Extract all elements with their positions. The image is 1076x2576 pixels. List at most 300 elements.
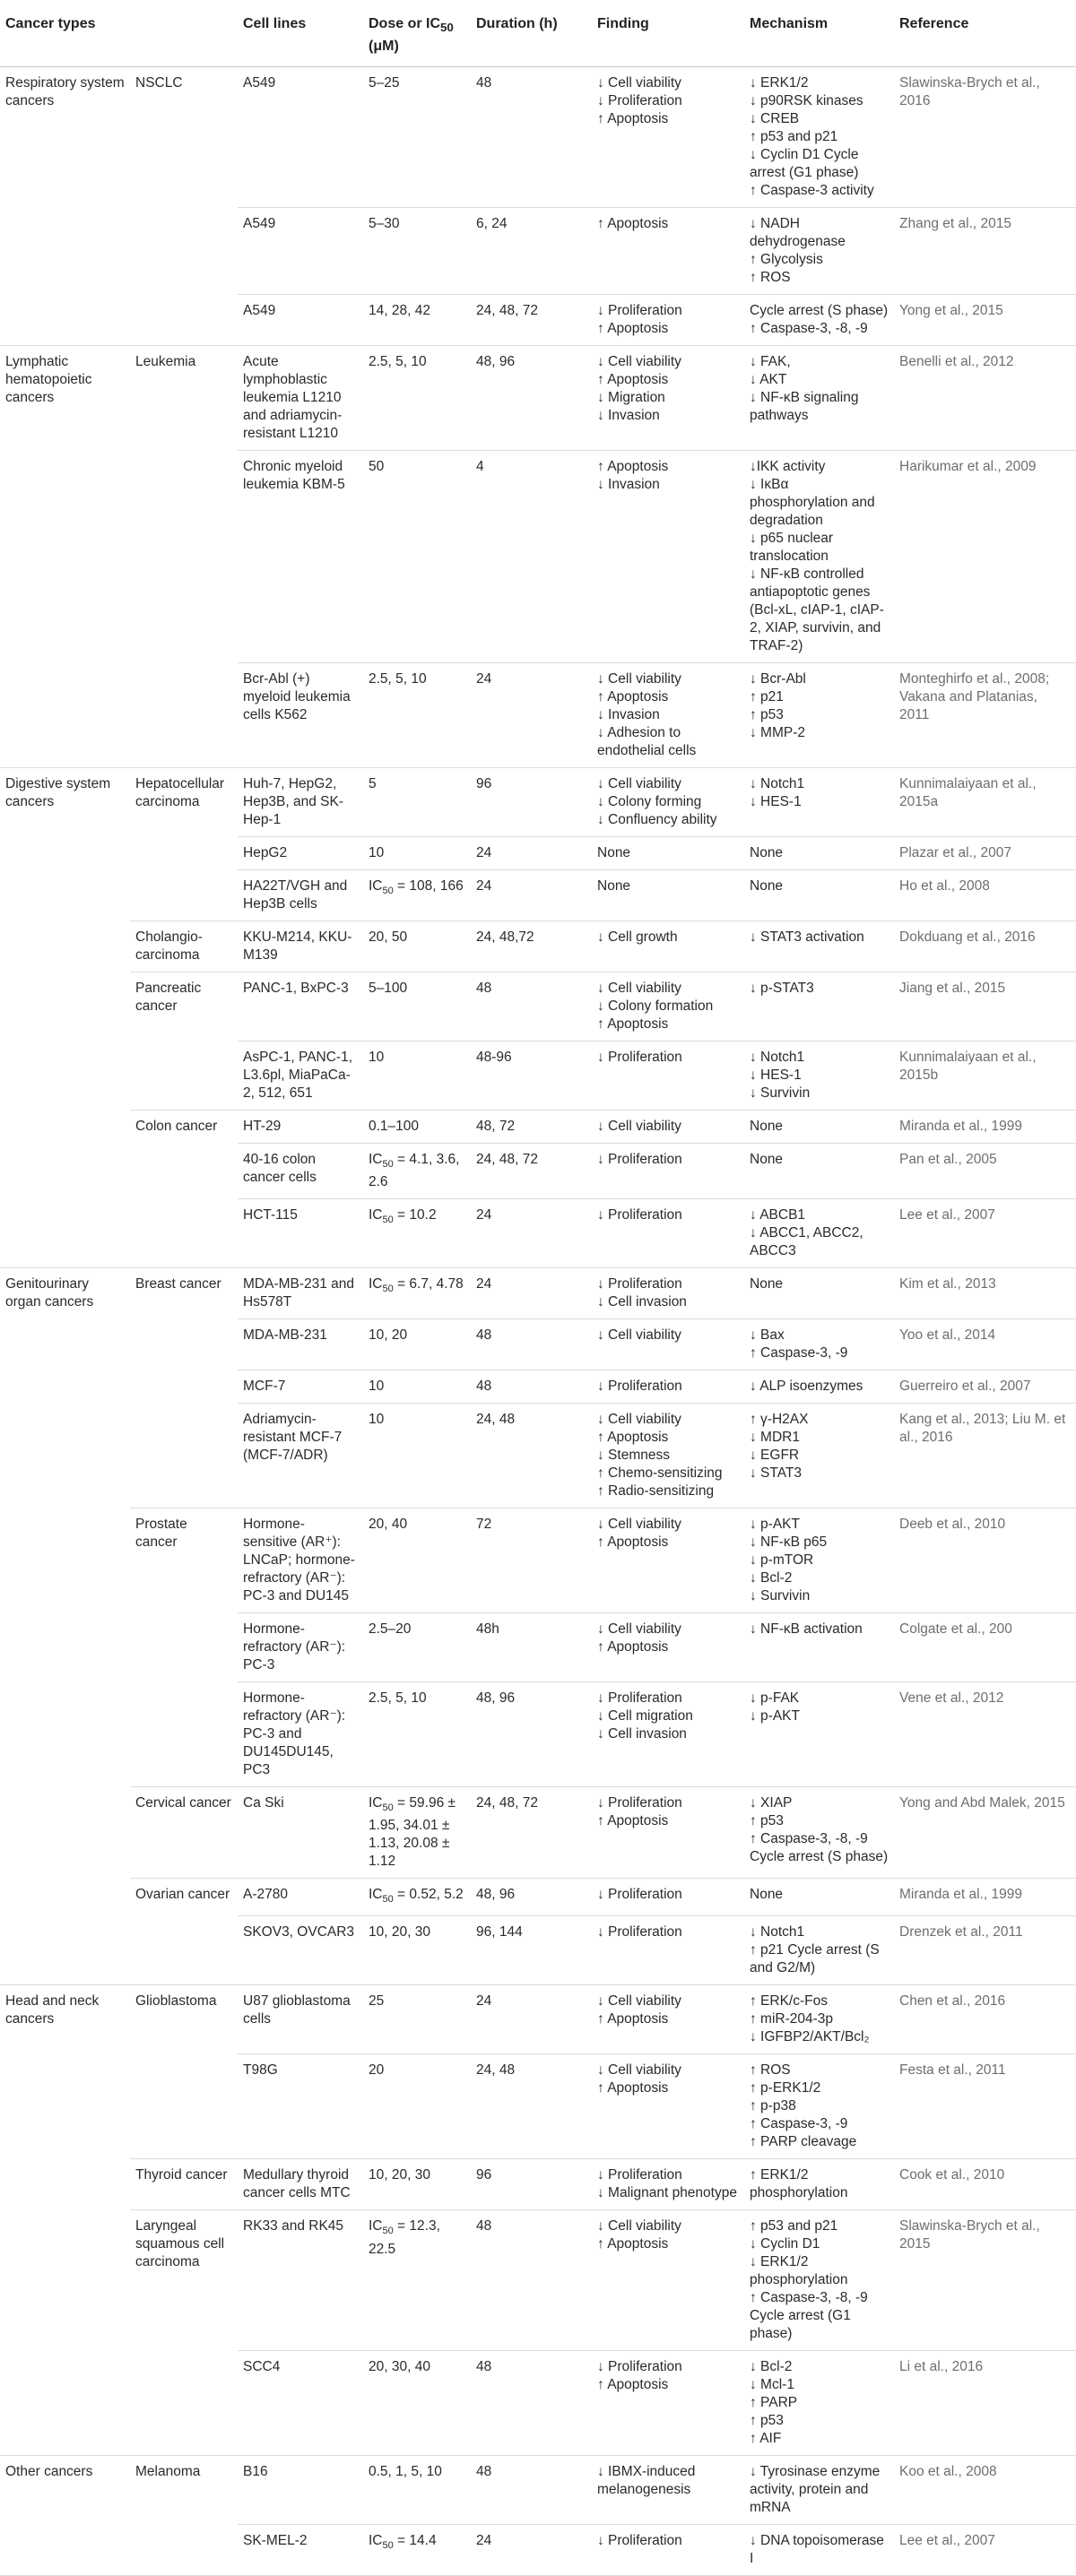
cancer-type-cell (0, 1404, 130, 1508)
duration-cell: 24 (471, 837, 592, 870)
cancer-type-cell: Digestive system cancers (5, 776, 111, 810)
reference-cell: Miranda et al., 1999 (894, 1879, 1076, 1916)
finding-cell-item: ↑ Apoptosis (597, 321, 669, 337)
mechanism-cell-item: ↑ γ-H2AX (750, 1412, 809, 1428)
mechanism-cell-item: ↓ NADH dehydrogenase (750, 216, 846, 250)
finding-cell-item: ↓ Proliferation (597, 93, 682, 109)
cancer-type-cell (0, 2054, 130, 2159)
dose-cell: 10, 20, 30 (363, 1916, 471, 1985)
mechanism-cell-item: None (750, 845, 784, 861)
finding-cell-item: ↑ Apoptosis (597, 111, 669, 127)
dose-header-prefix: Dose or IC (369, 16, 441, 31)
mechanism-cell (744, 1144, 894, 1199)
cell-lines-cell: SK-MEL-2 (238, 2525, 363, 2576)
reference-cell: Cook et al., 2010 (894, 2159, 1076, 2210)
dose-cell: $IC_{50} = 12.3$, 22.5 (363, 2210, 471, 2351)
finding-cell (592, 1268, 744, 1319)
finding-cell-item: ↓ Confluency ability (597, 812, 717, 828)
duration-cell: 48 (471, 2210, 592, 2351)
finding-cell (592, 1042, 744, 1111)
reference-cell: Festa et al., 2011 (894, 2054, 1076, 2159)
mechanism-cell (744, 1916, 894, 1985)
mechanism-cell-item: ↓ Mcl-1 (750, 2377, 794, 2393)
mechanism-cell-item: ↑ p53 (750, 1813, 784, 1829)
mechanism-cell-item: ↓ STAT3 (750, 1465, 802, 1482)
finding-cell-item: None (597, 878, 631, 895)
cancer-type-cell (0, 295, 130, 346)
dose-cell: 20, 30, 40 (363, 2351, 471, 2456)
subtype-cell (130, 1199, 238, 1268)
finding-cell-item: ↓ Adhesion to endothelial cells (597, 725, 697, 759)
table-row (0, 2054, 1076, 2159)
duration-cell: 4 (471, 451, 592, 663)
mechanism-cell (744, 451, 894, 663)
duration-cell: 96 (471, 768, 592, 837)
table-row (0, 1787, 1076, 1879)
finding-cell (592, 2525, 744, 2576)
mechanism-cell-item: ↑ ERK1/2 phosphorylation (750, 2167, 848, 2201)
reference-cell: Li et al., 2016 (894, 2351, 1076, 2456)
mechanism-cell (744, 1613, 894, 1682)
subtype-cell (130, 2351, 238, 2456)
reference-cell: Slawinska-Brych et al., 2016 (894, 67, 1076, 208)
finding-cell-item: ↓ Cell viability (597, 1327, 681, 1344)
subtype-cell (130, 2054, 238, 2159)
finding-cell (592, 1613, 744, 1682)
mechanism-cell-item: ↑ p21 (750, 689, 784, 705)
cancer-type-cell (0, 208, 130, 295)
mechanism-cell-item: ↓ XIAP (750, 1795, 793, 1811)
cell-lines-cell: MDA-MB-231 (238, 1319, 363, 1370)
reference-cell: Deeb et al., 2010 (894, 1508, 1076, 1613)
finding-cell (592, 1144, 744, 1199)
mechanism-cell-item: ↑ PARP cleavage (750, 2134, 857, 2150)
mechanism-cell-item: ↓ MDR1 (750, 1430, 800, 1446)
finding-cell-item: ↓ Cell migration (597, 1708, 693, 1725)
finding-cell-item: ↓ Cell viability (597, 1412, 681, 1428)
mechanism-cell-item: ↓ Notch1 (750, 776, 805, 792)
mechanism-cell (744, 1787, 894, 1879)
mechanism-cell (744, 1042, 894, 1111)
cancer-type-cell (0, 1508, 130, 1613)
finding-cell (592, 972, 744, 1042)
subtype-cell: Breast cancer (135, 1276, 221, 1292)
finding-cell-item: ↓ Proliferation (597, 2359, 682, 2375)
mechanism-cell-item: ↓ p-FAK (750, 1690, 800, 1707)
finding-cell-item: ↓ Cell viability (597, 354, 681, 370)
table-row (0, 208, 1076, 295)
dose-cell: $IC_{50} = 4.1$, 3.6, 2.6 (363, 1144, 471, 1199)
cell-lines-cell: A-2780 (238, 1879, 363, 1916)
finding-cell (592, 663, 744, 768)
mechanism-cell (744, 768, 894, 837)
dose-cell: 10 (363, 837, 471, 870)
reference-cell: Monteghirfo et al., 2008; Vakana and Platanias, 2011 (894, 663, 1076, 768)
cell-lines-cell: Acute lymphoblastic leukemia L1210 and adriamycin-resistant L1210 (238, 346, 363, 451)
cancer-type-cell (0, 663, 130, 768)
subtype-cell (130, 208, 238, 295)
table-row (0, 2351, 1076, 2456)
duration-cell: 48, 96 (471, 1682, 592, 1787)
cancer-type-cell: Other cancers (5, 2464, 93, 2480)
mechanism-cell-item: ↑ p21 Cycle arrest (S and G2/M) (750, 1942, 880, 1976)
finding-cell-item: ↓ Stemness (597, 1448, 670, 1464)
table-row (0, 1199, 1076, 1268)
col-dose (363, 0, 471, 67)
reference-cell: Lee et al., 2007 (894, 1199, 1076, 1268)
cell-lines-cell: Huh-7, HepG2, Hep3B, and SK-Hep-1 (238, 768, 363, 837)
mechanism-cell-item: ↑ ERK/c-Fos (750, 1993, 828, 2010)
table-row (0, 1682, 1076, 1787)
duration-cell: 96 (471, 2159, 592, 2210)
duration-cell: 72 (471, 1508, 592, 1613)
cancer-type-cell (0, 1199, 130, 1268)
cancer-type-cell: Respiratory system cancers (5, 75, 125, 109)
dose-cell: 20, 50 (363, 921, 471, 972)
col-cell-lines: Cell lines (238, 0, 363, 67)
reference-cell: Yong et al., 2015 (894, 295, 1076, 346)
mechanism-cell-item: ↓ HES-1 (750, 794, 802, 810)
dose-cell: $IC_{50} = 0.52$, 5.2 (363, 1879, 471, 1916)
duration-cell: 48, 72 (471, 1111, 592, 1144)
duration-cell: 24 (471, 663, 592, 768)
cancer-type-cell (0, 2351, 130, 2456)
finding-cell (592, 1508, 744, 1613)
reference-cell: Zhang et al., 2015 (894, 208, 1076, 295)
cell-lines-cell: HA22T/VGH and Hep3B cells (238, 870, 363, 921)
duration-cell: 48 (471, 2456, 592, 2525)
table-row (0, 451, 1076, 663)
mechanism-cell-item: ↑ p-p38 (750, 2098, 796, 2114)
finding-cell (592, 1879, 744, 1916)
reference-cell: Drenzek et al., 2011 (894, 1916, 1076, 1985)
finding-cell-item: ↓ Proliferation (597, 1887, 682, 1903)
table-row (0, 1916, 1076, 1985)
reference-cell: Benelli et al., 2012 (894, 346, 1076, 451)
table-row (0, 1404, 1076, 1508)
dose-cell: 2.5, 5, 10 (363, 1682, 471, 1787)
finding-cell-item: ↑ Apoptosis (597, 2080, 669, 2096)
mechanism-cell-item: Cycle arrest (S phase) (750, 303, 889, 319)
finding-cell (592, 768, 744, 837)
table-row (0, 1613, 1076, 1682)
finding-cell-item: ↑ Apoptosis (597, 1430, 669, 1446)
subtype-cell (130, 837, 238, 870)
duration-cell: 48 (471, 2351, 592, 2456)
duration-cell: 24, 48,72 (471, 921, 592, 972)
cancer-type-cell (0, 921, 130, 972)
subtype-cell (130, 1682, 238, 1787)
cell-lines-cell: Chronic myeloid leukemia KBM-5 (238, 451, 363, 663)
cell-lines-cell: B16 (238, 2456, 363, 2525)
col-reference: Reference (894, 0, 1076, 67)
mechanism-cell-item: ↑ Glycolysis (750, 252, 823, 268)
mechanism-cell-item: ↓ ERK1/2 phosphorylation (750, 2254, 848, 2288)
finding-cell-item: ↓ Proliferation (597, 1152, 682, 1168)
mechanism-cell-item: ↓ ALP isoenzymes (750, 1379, 863, 1395)
finding-cell-item: ↓ Invasion (597, 477, 660, 493)
duration-cell: 24, 48, 72 (471, 1144, 592, 1199)
duration-cell: 48-96 (471, 1042, 592, 1111)
finding-cell-item: ↑ Chemo-sensitizing (597, 1465, 723, 1482)
dose-cell: 2.5, 5, 10 (363, 346, 471, 451)
finding-cell-item: ↓ Cell invasion (597, 1726, 687, 1742)
finding-cell (592, 2210, 744, 2351)
finding-cell (592, 451, 744, 663)
finding-cell-item: ↓ Proliferation (597, 1924, 682, 1941)
finding-cell-item: ↓ Cell viability (597, 2062, 681, 2079)
mechanism-cell-item: ↓ NF-κB p65 (750, 1534, 828, 1551)
dose-cell: 10, 20 (363, 1319, 471, 1370)
subtype-cell: Cervical cancer (130, 1787, 238, 1879)
cell-lines-cell: 40-16 colon cancer cells (238, 1144, 363, 1199)
mechanism-cell (744, 2525, 894, 2576)
mechanism-cell (744, 663, 894, 768)
subtype-cell (130, 1319, 238, 1370)
finding-cell-item: ↓ Cell invasion (597, 1294, 687, 1310)
cancer-type-cell (0, 1111, 130, 1144)
cancer-type-cell (0, 2525, 130, 2576)
mechanism-cell-item: ↓ DNA topoisomerase I (750, 2533, 884, 2567)
table-row (0, 1319, 1076, 1370)
table-row (0, 1268, 1076, 1319)
finding-cell-item: ↓ Proliferation (597, 1690, 682, 1707)
finding-cell-item: ↓ Cell viability (597, 2218, 681, 2235)
dose-cell: 10, 20, 30 (363, 2159, 471, 2210)
mechanism-cell-item: ↑ p-ERK1/2 (750, 2080, 821, 2096)
finding-cell-item: ↓ Proliferation (597, 2533, 682, 2549)
table-row (0, 1042, 1076, 1111)
table-row (0, 2456, 1076, 2525)
finding-cell-item: ↑ Apoptosis (597, 2011, 669, 2027)
finding-cell (592, 2456, 744, 2525)
finding-cell-item: ↑ Apoptosis (597, 2236, 669, 2252)
subtype-cell: Thyroid cancer (130, 2159, 238, 2210)
finding-cell-item: ↓ Cell viability (597, 776, 681, 792)
subtype-cell (130, 295, 238, 346)
finding-cell-item: ↓ Invasion (597, 408, 660, 424)
dose-cell: 10 (363, 1042, 471, 1111)
table-row (0, 1111, 1076, 1144)
mechanism-cell-item: ↑ p53 (750, 707, 784, 723)
mechanism-cell (744, 67, 894, 208)
finding-cell (592, 1370, 744, 1404)
mechanism-cell-item: ↓ Survivin (750, 1588, 811, 1604)
cell-lines-cell: Hormone-sensitive (AR⁺): LNCaP; hormone-refractory (AR⁻): PC-3 and DU145 (238, 1508, 363, 1613)
duration-cell: 6, 24 (471, 208, 592, 295)
table-row (0, 837, 1076, 870)
dose-cell: 20 (363, 2054, 471, 2159)
mechanism-cell (744, 1268, 894, 1319)
mechanism-cell-item: None (750, 1119, 784, 1135)
mechanism-cell-item: None (750, 1152, 784, 1168)
table-row (0, 921, 1076, 972)
mechanism-cell (744, 2456, 894, 2525)
subtype-cell: Glioblastoma (135, 1993, 217, 2010)
cancer-type-cell (0, 837, 130, 870)
cell-lines-cell: A549 (238, 295, 363, 346)
table-row (0, 768, 1076, 837)
mechanism-cell-item: ↓ ABCB1 (750, 1207, 806, 1223)
cell-lines-cell: A549 (238, 67, 363, 208)
mechanism-cell-item: ↓ Cyclin D1 Cycle arrest (G1 phase) (750, 147, 859, 181)
table-row (0, 346, 1076, 451)
finding-cell-item: ↑ Apoptosis (597, 1534, 669, 1551)
finding-cell-item: ↑ Radio-sensitizing (597, 1483, 715, 1500)
cancer-type-cell: Head and neck cancers (5, 1993, 100, 2027)
table-row (0, 972, 1076, 1042)
mechanism-cell-item: ↓ Survivin (750, 1085, 811, 1102)
dose-cell: 25 (363, 1985, 471, 2054)
subtype-cell (130, 1042, 238, 1111)
table-row (0, 2159, 1076, 2210)
mechanism-cell (744, 1682, 894, 1787)
duration-cell: 24, 48 (471, 1404, 592, 1508)
mechanism-cell-item: ↓ NF-κB controlled antiapoptotic genes (Bcl-xL, cIAP-1, cIAP-2, XIAP, survivin, and TRAF-2) (750, 566, 884, 654)
dose-cell: 14, 28, 42 (363, 295, 471, 346)
mechanism-cell-item: ↓ p90RSK kinases (750, 93, 863, 109)
col-mechanism: Mechanism (744, 0, 894, 67)
finding-cell-item: ↓ Migration (597, 390, 665, 406)
cell-lines-cell: Adriamycin-resistant MCF-7 (MCF-7/ADR) (238, 1404, 363, 1508)
cancer-type-cell: Genitourinary organ cancers (5, 1276, 94, 1310)
mechanism-cell (744, 1199, 894, 1268)
reference-cell: Harikumar et al., 2009 (894, 451, 1076, 663)
finding-cell-item: ↑ Apoptosis (597, 1639, 669, 1655)
duration-cell: 48h (471, 1613, 592, 1682)
reference-cell: Yoo et al., 2014 (894, 1319, 1076, 1370)
mechanism-cell-item: ↑ PARP (750, 2395, 798, 2411)
finding-cell-item: ↓ IBMX-induced melanogenesis (597, 2464, 696, 2498)
cancer-type-cell (0, 1042, 130, 1111)
mechanism-cell-item: ↑ p53 and p21 (750, 2218, 838, 2235)
table-row (0, 2210, 1076, 2351)
mechanism-cell-item: ↓ p-mTOR (750, 1552, 814, 1569)
finding-cell-item: ↓ Cell viability (597, 75, 681, 91)
finding-cell-item: ↓ Invasion (597, 707, 660, 723)
table-row (0, 1508, 1076, 1613)
col-finding: Finding (592, 0, 744, 67)
reference-cell: Pan et al., 2005 (894, 1144, 1076, 1199)
mechanism-cell-item: ↓ ABCC1, ABCC2, ABCC3 (750, 1225, 863, 1259)
cancer-type-cell (0, 1613, 130, 1682)
reference-cell: Colgate et al., 200 (894, 1613, 1076, 1682)
mechanism-cell (744, 921, 894, 972)
finding-cell (592, 1985, 744, 2054)
mechanism-cell-item: ↑ Caspase-3 activity (750, 183, 874, 199)
cancer-type-cell: Lymphatic hematopoietic cancers (5, 354, 92, 406)
cancer-type-cell (0, 2159, 130, 2210)
duration-cell: 48 (471, 1319, 592, 1370)
dose-cell: $IC_{50} = 6.7$, 4.78 (363, 1268, 471, 1319)
table-row (0, 1144, 1076, 1199)
mechanism-cell-item: ↑ Caspase-3, -8, -9 Cycle arrest (G1 phase) (750, 2290, 868, 2342)
mechanism-cell-item: ↓ Notch1 (750, 1924, 805, 1941)
subtype-cell (130, 2525, 238, 2576)
finding-cell (592, 1111, 744, 1144)
mechanism-cell-item: ↓ NF-κB signaling pathways (750, 390, 859, 424)
table-row (0, 663, 1076, 768)
finding-cell-item: ↓ Colony forming (597, 794, 702, 810)
dose-cell: $IC_{50} = 14.4$ (363, 2525, 471, 2576)
finding-cell (592, 2054, 744, 2159)
mechanism-cell-item: ↓ Bcl-2 (750, 2359, 793, 2375)
subtype-cell (130, 1916, 238, 1985)
duration-cell: 24, 48, 72 (471, 295, 592, 346)
dose-cell: 50 (363, 451, 471, 663)
mechanism-cell (744, 2054, 894, 2159)
finding-cell (592, 921, 744, 972)
finding-cell (592, 67, 744, 208)
mechanism-cell-item: ↑ Caspase-3, -8, -9 (750, 321, 868, 337)
finding-cell (592, 1916, 744, 1985)
mechanism-cell-item: ↓ p-AKT (750, 1517, 800, 1533)
table-row (0, 67, 1076, 208)
duration-cell: 24, 48, 72 (471, 1787, 592, 1879)
table-row (0, 1879, 1076, 1916)
subtype-cell (130, 1144, 238, 1199)
finding-cell-item: ↓ Proliferation (597, 1050, 682, 1066)
mechanism-cell (744, 2351, 894, 2456)
table-row (0, 870, 1076, 921)
mechanism-cell-item: ↓ AKT (750, 372, 787, 388)
table-row (0, 1985, 1076, 2054)
subtype-cell (130, 663, 238, 768)
cancer-type-cell (0, 1787, 130, 1879)
finding-cell-item: ↓ Cell viability (597, 671, 681, 687)
dose-cell: 10 (363, 1370, 471, 1404)
cancer-type-cell (0, 870, 130, 921)
subtype-cell: Laryngeal squamous cell carcinoma (135, 2218, 225, 2270)
cancer-type-cell (0, 1370, 130, 1404)
cell-lines-cell: PANC-1, BxPC-3 (238, 972, 363, 1042)
cancer-type-cell (0, 1144, 130, 1199)
finding-cell-item: ↑ Apoptosis (597, 1016, 669, 1033)
mechanism-cell (744, 837, 894, 870)
reference-cell: Kang et al., 2013; Liu M. et al., 2016 (894, 1404, 1076, 1508)
reference-cell: Guerreiro et al., 2007 (894, 1370, 1076, 1404)
col-cancer-types: Cancer types (0, 0, 130, 67)
dose-cell: 5–100 (363, 972, 471, 1042)
cell-lines-cell: RK33 and RK45 (238, 2210, 363, 2351)
mechanism-cell (744, 1985, 894, 2054)
duration-cell: 48 (471, 972, 592, 1042)
subtype-cell (130, 870, 238, 921)
finding-cell-item: ↓ Malignant phenotype (597, 2185, 737, 2201)
finding-cell (592, 1319, 744, 1370)
cell-lines-cell: U87 glioblastoma cells (238, 1985, 363, 2054)
subtype-cell: Melanoma (135, 2464, 201, 2480)
duration-cell: 24 (471, 1199, 592, 1268)
cell-lines-cell: Ca Ski (238, 1787, 363, 1879)
mechanism-cell-item: None (750, 1276, 784, 1292)
mechanism-cell-item: ↓ EGFR (750, 1448, 800, 1464)
cancer-type-cell (0, 1682, 130, 1787)
mechanism-cell (744, 1370, 894, 1404)
finding-cell (592, 2351, 744, 2456)
finding-cell-item: ↓ Cell viability (597, 981, 681, 997)
table-row (0, 295, 1076, 346)
mechanism-cell-item: None (750, 878, 784, 895)
cell-lines-cell: Hormone-refractory (AR⁻): PC-3 and DU145DU145, PC3 (238, 1682, 363, 1787)
reference-cell: Lee et al., 2007 (894, 2525, 1076, 2576)
mechanism-cell (744, 208, 894, 295)
finding-cell-item: ↑ Apoptosis (597, 459, 669, 475)
mechanism-cell-item: ↓ NF-κB activation (750, 1621, 863, 1638)
reference-cell: Kunnimalaiyaan et al., 2015a (894, 768, 1076, 837)
mechanism-cell-item: ↑ p53 (750, 2413, 784, 2429)
finding-cell (592, 1682, 744, 1787)
